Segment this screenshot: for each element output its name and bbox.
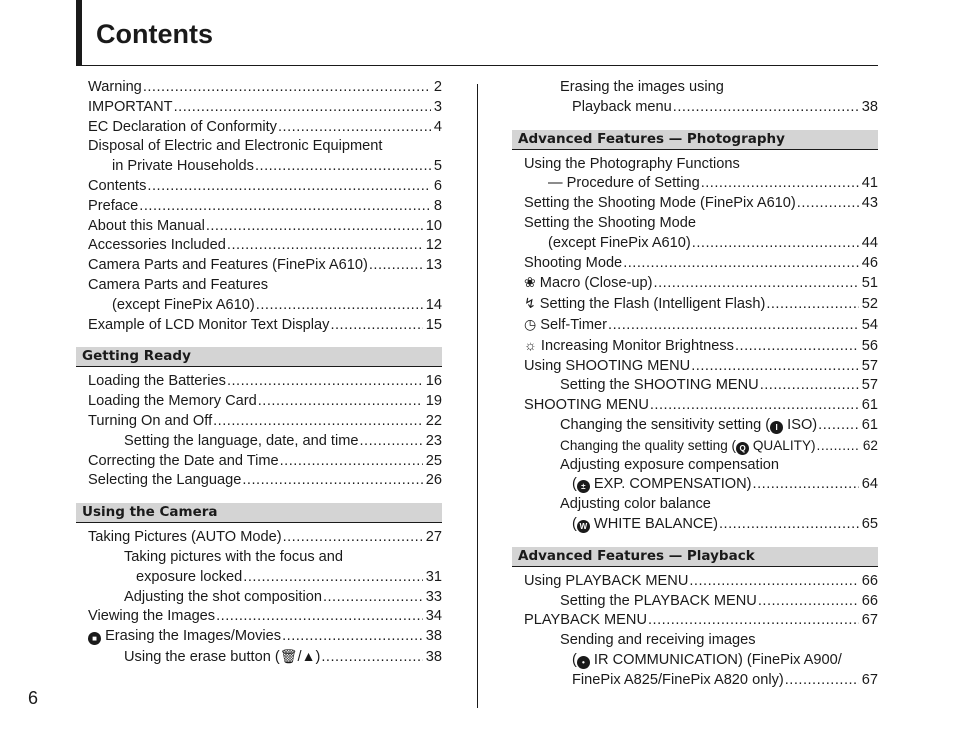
toc-entry[interactable]: Changing the sensitivity setting ( I ISO) ..... 61 [524,416,878,436]
toc-entry-continued: Setting the Shooting Mode [524,214,697,231]
toc-entry[interactable]: exposure locked ..... 31 [88,568,442,588]
toc-entry-continued: Adjusting exposure compensation [560,456,780,473]
toc-entry[interactable]: ↯ Setting the Flash (Intelligent Flash) ..... 52 [524,294,878,315]
toc-entry[interactable]: Using SHOOTING MENU ..... 57 [524,357,878,377]
toc-entry[interactable]: Correcting the Date and Time ..... 25 [88,452,442,472]
toc-entry[interactable]: ☼ Increasing Monitor Brightness ..... 56 [524,336,878,357]
toc-left-column [82,78,442,668]
toc-entry[interactable]: (except FinePix A610) ..... 14 [88,296,442,316]
trash-icon: 🗑 [279,647,298,664]
toc-entry-continued: Sending and receiving images [560,632,756,649]
white-balance-icon: W [577,520,590,533]
self-timer-icon: ◷ [524,315,537,332]
toc-entry[interactable]: in Private Households ..... 5 [88,157,442,177]
toc-entry[interactable]: Turning On and Off ..... 22 [88,412,442,432]
flash-icon: ↯ [524,295,536,312]
toc-entry-continued: Using the Photography Functions [524,155,740,172]
section-heading-using-camera: Using the Camera [76,503,442,523]
toc-entry[interactable]: Viewing the Images ..... 34 [88,607,442,627]
toc-entry[interactable]: Loading the Memory Card ..... 19 [88,392,442,412]
toc-entry-continued: Disposal of Electric and Electronic Equipment [88,138,383,155]
toc-entry[interactable]: Camera Parts and Features (FinePix A610) ..... 13 [88,256,442,276]
toc-entry[interactable]: Using the erase button (🗑/▲) ..... 38 [88,647,442,668]
quality-icon: Q [736,442,749,455]
toc-entry[interactable]: Setting the PLAYBACK MENU ..... 66 [524,592,878,612]
toc-entry[interactable]: Taking Pictures (AUTO Mode) ..... 27 [88,528,442,548]
toc-entry[interactable]: PLAYBACK MENU ..... 67 [524,611,878,631]
toc-entry[interactable]: Setting the Shooting Mode (FinePix A610) ..... 43 [524,194,878,214]
toc-right-column [518,78,878,691]
toc-entry-continued: Adjusting color balance [560,496,711,513]
toc-entry[interactable]: Accessories Included ..... 12 [88,236,442,256]
toc-entry[interactable]: About this Manual ..... 10 [88,217,442,237]
toc-entry-continued: Camera Parts and Features [88,276,269,293]
toc-entry[interactable]: FinePix A825/FinePix A820 only) ..... 67 [524,671,878,691]
title-bar [76,0,878,66]
toc-entry[interactable]: ❀ Macro (Close-up) ..... 51 [524,273,878,294]
toc-entry[interactable]: — Procedure of Setting ..... 41 [524,174,878,194]
toc-entry[interactable]: Changing the quality setting ( Q QUALITY) ..... 62 [524,436,878,456]
ir-communication-icon: • [577,656,590,669]
toc-entry-continued: Taking pictures with the focus and [124,548,344,565]
toc-entry[interactable]: Shooting Mode ..... 46 [524,254,878,274]
section-heading-getting-ready: Getting Ready [76,347,442,367]
toc-entry[interactable]: (except FinePix A610) ..... 44 [524,234,878,254]
page-number: 6 [28,688,39,708]
column-divider [477,84,478,708]
toc-entry[interactable]: ( ± EXP. COMPENSATION) ..... 64 [524,475,878,495]
up-triangle-icon: ▲ [301,647,316,664]
iso-icon: I [770,421,783,434]
toc-entry[interactable]: EC Declaration of Conformity ..... 4 [88,118,442,138]
toc-entry[interactable]: ( W WHITE BALANCE) ..... 65 [524,515,878,535]
macro-icon: ❀ [524,274,536,291]
toc-entry[interactable]: Setting the SHOOTING MENU ..... 57 [524,376,878,396]
toc-entry[interactable]: ◷ Self-Timer ..... 54 [524,315,878,336]
toc-entry[interactable]: Preface ..... 8 [88,197,442,217]
exposure-compensation-icon: ± [577,480,590,493]
toc-entry-continued: ( • IR COMMUNICATION) (FinePix A900/ [572,651,842,668]
toc-entry[interactable]: Loading the Batteries ..... 16 [88,372,442,392]
page-title: Contents [96,19,213,49]
section-heading-advanced-photography: Advanced Features — Photography [512,130,878,150]
toc-entry[interactable]: Playback menu ..... 38 [524,98,878,118]
brightness-icon: ☼ [524,336,537,353]
toc-entry-continued: Erasing the images using [560,79,724,95]
toc-entry[interactable]: Using PLAYBACK MENU ..... 66 [524,572,878,592]
toc-entry[interactable]: Example of LCD Monitor Text Display ..... 15 [88,316,442,336]
toc-entry[interactable]: Setting the language, date, and time ..... 23 [88,432,442,452]
toc-entry[interactable]: Contents ..... 6 [88,177,442,197]
toc-entry[interactable]: SHOOTING MENU ..... 61 [524,396,878,416]
section-heading-advanced-playback: Advanced Features — Playback [512,547,878,567]
toc-entry[interactable]: Adjusting the shot composition ..... 33 [88,588,442,608]
trash-icon: ■ [88,632,101,645]
toc-entry[interactable]: ■ Erasing the Images/Movies ..... 38 [88,627,442,647]
toc-entry[interactable]: Selecting the Language ..... 26 [88,471,442,491]
toc-entry[interactable]: IMPORTANT ..... 3 [88,98,442,118]
toc-entry[interactable]: Warning ..... 2 [88,78,442,98]
